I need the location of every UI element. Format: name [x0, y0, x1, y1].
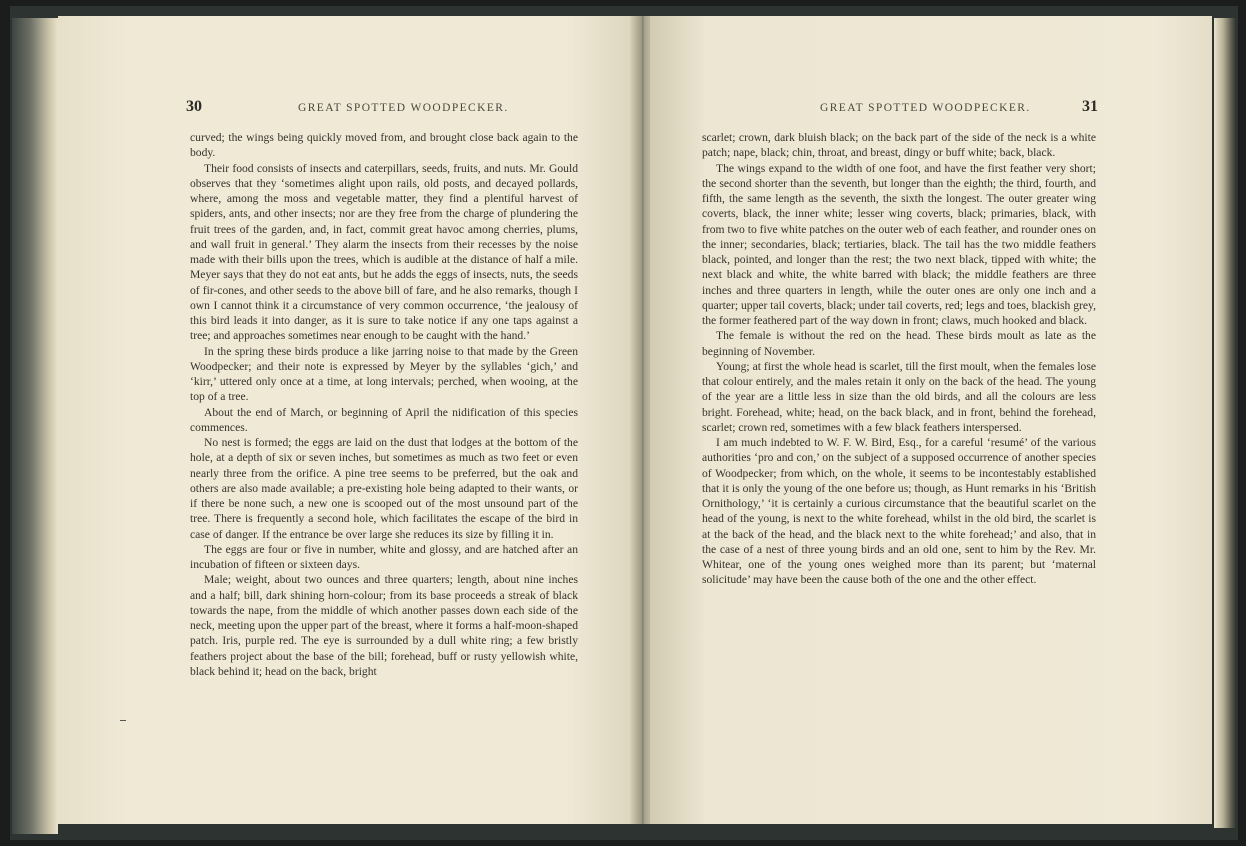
right-paragraph: scarlet; crown, dark bluish black; on the back part of the side of the neck is a white patch; nape, black; chin, throat, and breast, dingy or buff white; back, black. — [702, 131, 1096, 160]
left-paragraph: No nest is formed; the eggs are laid on the dust that lodges at the bottom of the hole, at a depth of six or seven inches, but sometimes as much as two feet or even nearly three from the orifice. A pine tree seems to be preferred, but the oak and others are also made available; a pre-existing hole being adapted to their wants, or if there be none such, a new one is scooped out of the most unsound part of the tree. There is frequently a second hole, which facilitates the escape of the bird in case of danger. If the entrance be over large she reduces its size by filling it in. — [190, 436, 578, 541]
left-page — [58, 16, 636, 824]
right-paragraph: The wings expand to the width of one foot, and have the first feather very short; the second shorter than the seventh, but longer than the eighth; the third, fourth, and fifth, the same length as the seventh, the sixth the longest. The outer greater wing coverts, black, the inner white; lesser wing coverts, black; primaries, black, with from two to five white patches on the outer web of each feather, and rounder ones on the inner; secondaries, black; tertiaries, black. The tail has the two middle feathers black, pointed, and longer than the rest; the two next black, tipped with white; the next black and white, the white barred with black; the middle feathers are three inches and three quarters in length, while the outer ones are only one inch and a quarter; upper tail coverts, black; under tail coverts, red; legs and toes, blackish grey, the former feathered part of the way down in front; claws, much hooked and black. — [702, 161, 1096, 327]
right-paragraph: I am much indebted to W. F. W. Bird, Esq., for a careful ‘resumé’ of the various authorities ‘pro and con,’ on the subject of a supposed occurrence of another species of Woodpecker; from which, on the whole, it seems to be incontestably established that it is only the young of the one before us; though, as Hunt remarks in his ‘British Ornithology,’ ‘it is certainly a curious circumstance that the beautiful scarlet on the head of the young, is next to the white forehead, whilst in the old bird, the scarlet is at the back of the head, and the black next to the white forehead;’ and also, that in the case of a nest of three young birds and an old one, sent to him by the Rev. Mr. Whitear, one of the young ones weighed more than its parent; but ‘maternal solicitude’ may have been the cause both of the one and the other effect. — [702, 436, 1096, 587]
left-paragraph: In the spring these birds produce a like jarring noise to that made by the Green Woodpecker; and their note is expressed by Meyer by the syllables ‘gich,’ and ‘kirr,’ uttered only once at a time, at long intervals; perched, when wooing, at the top of a tree. — [190, 344, 578, 404]
right-page-body — [702, 130, 1096, 588]
left-page-body — [190, 130, 578, 679]
right-page-number: 31 — [1082, 98, 1098, 115]
right-page — [650, 16, 1212, 824]
left-paragraph: About the end of March, or beginning of April the nidification of this species commences. — [190, 405, 578, 434]
left-paragraph: curved; the wings being quickly moved from, and brought close back again to the body. — [190, 131, 578, 160]
left-paragraph: The eggs are four or five in number, white and glossy, and are hatched after an incubation of fifteen or sixteen days. — [190, 542, 578, 571]
page-mark — [120, 720, 126, 721]
left-running-head: GREAT SPOTTED WOODPECKER. — [298, 102, 509, 114]
right-page-edges — [1214, 18, 1236, 828]
left-paragraph: Their food consists of insects and caterpillars, seeds, fruits, and nuts. Mr. Gould observes that they ‘sometimes alight upon rails, old posts, and decayed pollards, where, among the moss and vegetable matter, they find a plentiful harvest of spiders, ants, and other insects; nor are they free from the charge of plundering the fruit trees of the garden, and, in fact, commit great havoc among cherries, plums, and wall fruit in general.’ They alarm the insects from their recesses by the noise made with their bills upon the trees, which is audible at the distance of half a mile. Meyer says that they do not eat ants, but he adds the eggs of insects, nuts, the seeds of fir-cones, and other seeds to the above bill of fare, and he also remarks, though I own I cannot think it a circumstance of very common occurrence, ‘the jealousy of this bird leads it into danger, as it is sure to take notice if any one taps against a tree; and approaches sometimes near enough to be caught with the hand.’ — [190, 161, 578, 343]
right-paragraph: Young; at first the whole head is scarlet, till the first moult, when the females lose that colour entirely, and the males retain it only on the back of the head. The young of the year are a little less in size than the old birds, and all the colours are less bright. Forehead, white; head, on the back black, and in front, behind the forehead, scarlet; crown red, sometimes with a few black feathers interspersed. — [702, 359, 1096, 434]
left-page-edges — [12, 18, 58, 834]
left-paragraph: Male; weight, about two ounces and three quarters; length, about nine inches and a half; bill, dark shining horn-colour; from its base proceeds a streak of black towards the nape, from the middle of which another passes down each side of the neck, meeting upon the upper part of the breast, where it forms a half-moon-shaped patch. Iris, purple red. The eye is surrounded by a dull white ring; a few bristly feathers project about the base of the bill; forehead, buff or rusty yellowish white, black behind it; head on the back, bright — [190, 573, 578, 678]
right-paragraph: The female is without the red on the head. These birds moult as late as the beginning of November. — [702, 329, 1096, 358]
right-running-head: GREAT SPOTTED WOODPECKER. — [820, 102, 1031, 114]
left-page-number: 30 — [186, 98, 202, 115]
